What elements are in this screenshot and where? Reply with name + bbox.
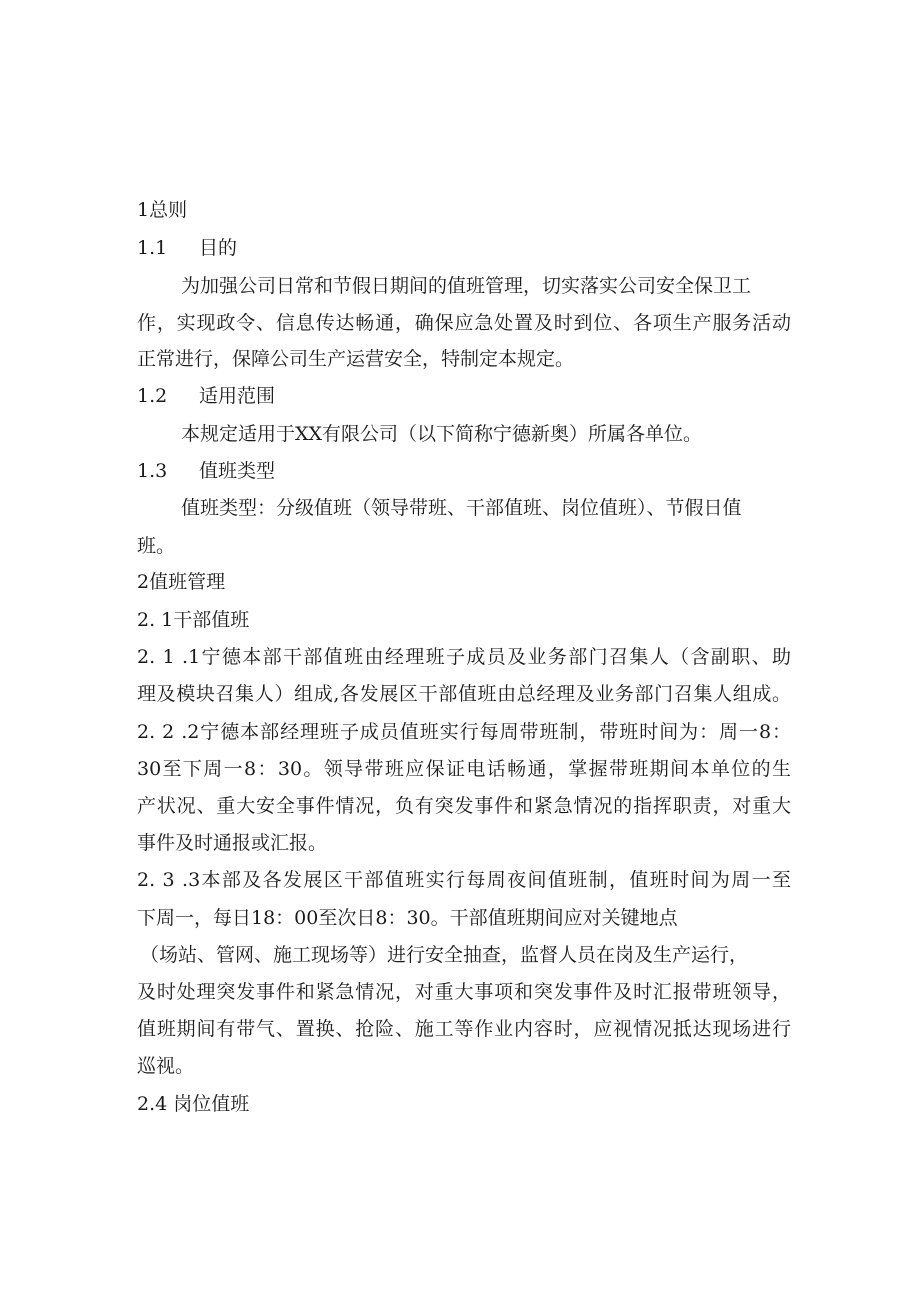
paragraph-line: 班。: [137, 535, 176, 557]
paragraph-line: 作，实现政令、信息传达畅通，确保应急处置及时到位、各项生产服务活动: [137, 312, 791, 334]
section-2-heading: 2值班管理: [137, 571, 226, 593]
paragraph-line: 2. 1 .1宁德本部干部值班由经理班子成员及业务部门召集人（含副职、助: [137, 646, 791, 668]
subsection-number: 1.2: [137, 385, 168, 407]
subsection-title: 值班类型: [199, 460, 276, 482]
paragraph-line: 2. 2 .2宁德本部经理班子成员值班实行每周带班制，带班时间为：周一8：: [137, 721, 791, 743]
paragraph-line: 值班期间有带气、置换、抢险、施工等作业内容时，应视情况抵达现场进行: [137, 1018, 791, 1040]
subsection-number: 1.3: [137, 460, 168, 482]
paragraph-line: 下周一，每日18：00至次日8：30。干部值班期间应对关键地点: [137, 907, 678, 929]
paragraph-line: （场站、管网、施工现场等）进行安全抽查，监督人员在岗及生产运行，: [140, 944, 749, 966]
paragraph-line: 理及模块召集人）组成,各发展区干部值班由总经理及业务部门召集人组成。: [137, 683, 791, 705]
paragraph-line: 正常进行，保障公司生产运营安全，特制定本规定。: [137, 348, 575, 370]
paragraph-line: 巡视。: [137, 1055, 195, 1077]
section-1-heading: 1总则: [137, 199, 188, 221]
paragraph-line: 事件及时通报或汇报。: [137, 832, 328, 854]
paragraph-line: 值班类型：分级值班（领导带班、干部值班、岗位值班）、节假日值: [181, 497, 742, 519]
paragraph-line: 产状况、重大安全事件情况，负有突发事件和紧急情况的指挥职责，对重大: [137, 795, 791, 817]
paragraph-line: 本规定适用于XX有限公司（以下简称宁德新奥）所属各单位。: [181, 423, 703, 445]
paragraph-line: 30至下周一8：30。领导带班应保证电话畅通，掌握带班期间本单位的生: [137, 758, 791, 780]
subsection-title: 适用范围: [199, 385, 276, 407]
paragraph-line: 为加强公司日常和节假日期间的值班管理，切实落实公司安全保卫工: [181, 275, 752, 297]
paragraph-line: 及时处理突发事件和紧急情况，对重大事项和突发事件及时汇报带班领导，: [137, 981, 791, 1003]
subsection-2-4-heading: 2.4 岗位值班: [137, 1093, 250, 1115]
subsection-1-3-heading: [137, 457, 275, 485]
paragraph-line: 2. 3 .3本部及各发展区干部值班实行每周夜间值班制，值班时间为周一至: [137, 869, 791, 891]
subsection-number: 1.1: [137, 237, 168, 259]
subsection-1-1-heading: [137, 234, 237, 262]
subsection-2-1-heading: 2. 1干部值班: [137, 609, 250, 631]
subsection-1-2-heading: [137, 382, 275, 410]
subsection-title: 目的: [199, 237, 238, 259]
